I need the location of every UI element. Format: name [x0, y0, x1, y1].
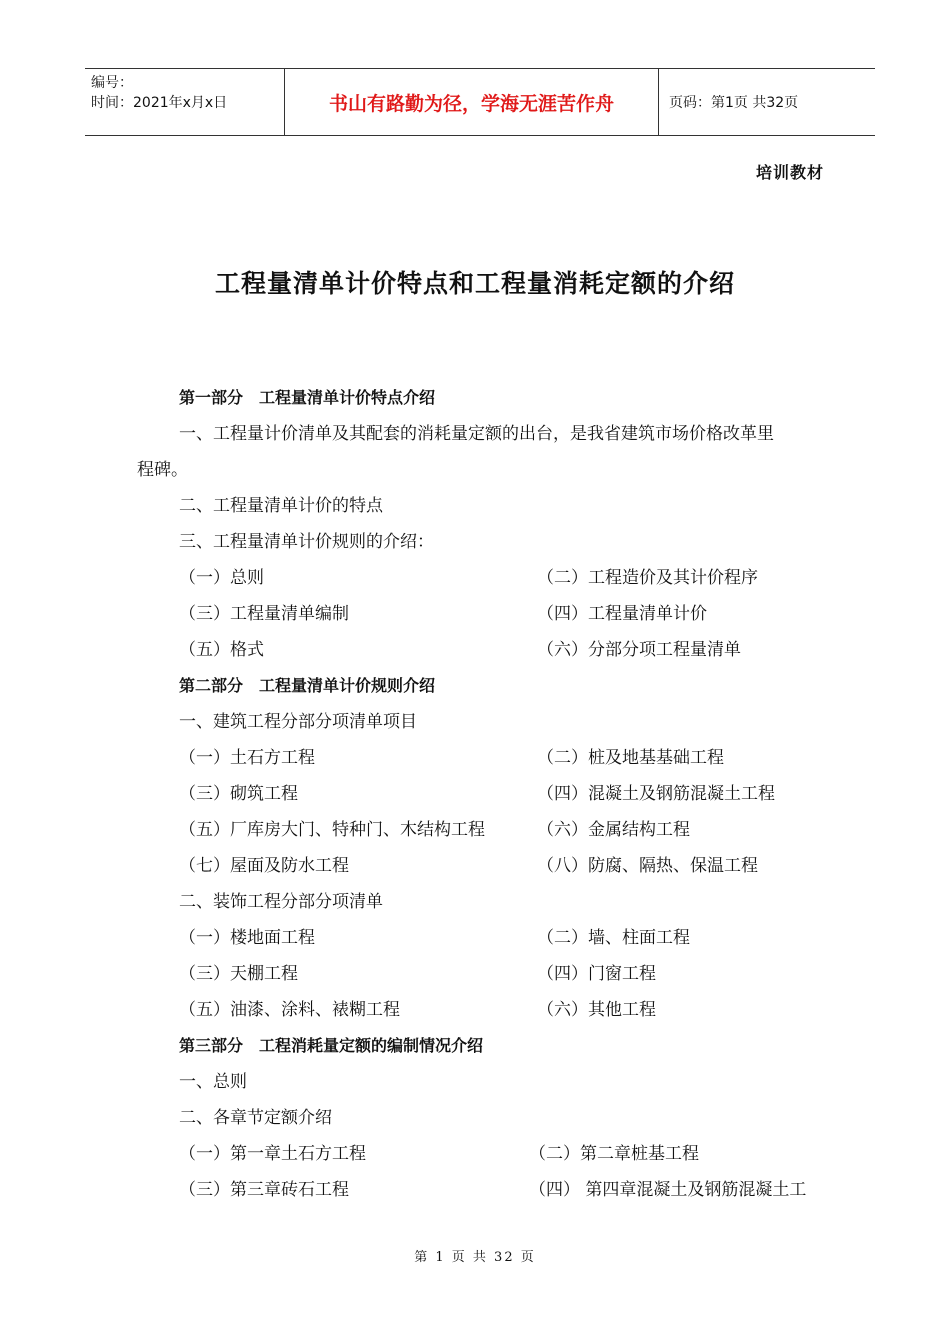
outline-row [137, 632, 837, 668]
body-paragraph: 程碑。 [137, 460, 188, 480]
outline-item: （三）天棚工程 [179, 964, 298, 984]
time-label: 时间：2021年x月x日 [91, 95, 228, 111]
outline-item: （五）厂库房大门、特种门、木结构工程 [179, 820, 485, 840]
body-paragraph: 二、各章节定额介绍 [179, 1108, 332, 1128]
section-heading: 第一部分 工程量清单计价特点介绍 [179, 388, 436, 407]
outline-row [137, 1136, 837, 1172]
outline-item: （三）砌筑工程 [179, 784, 298, 804]
outline-item: （一）楼地面工程 [179, 928, 315, 948]
outline-row [137, 848, 837, 884]
outline-row [137, 596, 837, 632]
outline-item: （六）分部分项工程量清单 [537, 640, 741, 660]
outline-item: （四）混凝土及钢筋混凝土工程 [537, 784, 775, 804]
number-label: 编号： [91, 75, 133, 91]
outline-item: （六）其他工程 [537, 1000, 656, 1020]
outline-row [137, 920, 837, 956]
outline-row [137, 740, 837, 776]
outline-item: （七）屋面及防水工程 [179, 856, 349, 876]
body-paragraph: 一、总则 [179, 1072, 247, 1092]
header-motto: 书山有路勤为径，学海无涯苦作舟 [285, 69, 659, 135]
outline-item: （二）桩及地基基础工程 [537, 748, 724, 768]
section-heading: 第二部分 工程量清单计价规则介绍 [179, 676, 436, 695]
outline-item: （一）第一章土石方工程 [179, 1144, 366, 1164]
outline-item: （二）工程造价及其计价程序 [537, 568, 758, 588]
page-indicator: 页码：第1页 共32页 [669, 95, 799, 111]
header-meta [85, 69, 285, 135]
body-paragraph: 一、建筑工程分部分项清单项目 [179, 712, 417, 732]
outline-row [137, 776, 837, 812]
outline-row [137, 992, 837, 1028]
outline-item: （五）格式 [179, 640, 264, 660]
outline-item: （二）墙、柱面工程 [537, 928, 690, 948]
outline-item: （一）土石方工程 [179, 748, 315, 768]
outline-item: （三）工程量清单编制 [179, 604, 349, 624]
page-title: 工程量清单计价特点和工程量消耗定额的介绍 [214, 269, 735, 298]
section-heading: 第三部分 工程消耗量定额的编制情况介绍 [179, 1036, 484, 1055]
outline-row [137, 560, 837, 596]
page-footer: 第 1 页 共 32 页 [414, 1250, 536, 1265]
outline-item: （四）工程量清单计价 [537, 604, 707, 624]
body-paragraph: 二、工程量清单计价的特点 [179, 496, 383, 516]
outline-item: （二）第二章桩基工程 [529, 1144, 699, 1164]
outline-row [137, 956, 837, 992]
outline-item: （八）防腐、隔热、保温工程 [537, 856, 758, 876]
document-tag: 培训教材 [755, 163, 824, 182]
outline-row [137, 812, 837, 848]
outline-item: （四） 第四章混凝土及钢筋混凝土工 [529, 1180, 807, 1200]
body-paragraph: 二、装饰工程分部分项清单 [179, 892, 383, 912]
document-body [137, 380, 837, 1208]
outline-item: （四）门窗工程 [537, 964, 656, 984]
header-table [85, 68, 875, 136]
outline-item: （六）金属结构工程 [537, 820, 690, 840]
body-paragraph: 三、工程量清单计价规则的介绍： [179, 532, 434, 552]
outline-row [137, 1172, 837, 1208]
outline-item: （三）第三章砖石工程 [179, 1180, 349, 1200]
outline-item: （一）总则 [179, 568, 264, 588]
outline-item: （五）油漆、涂料、裱糊工程 [179, 1000, 400, 1020]
body-paragraph: 一、工程量计价清单及其配套的消耗量定额的出台，是我省建筑市场价格改革里 [179, 424, 774, 444]
